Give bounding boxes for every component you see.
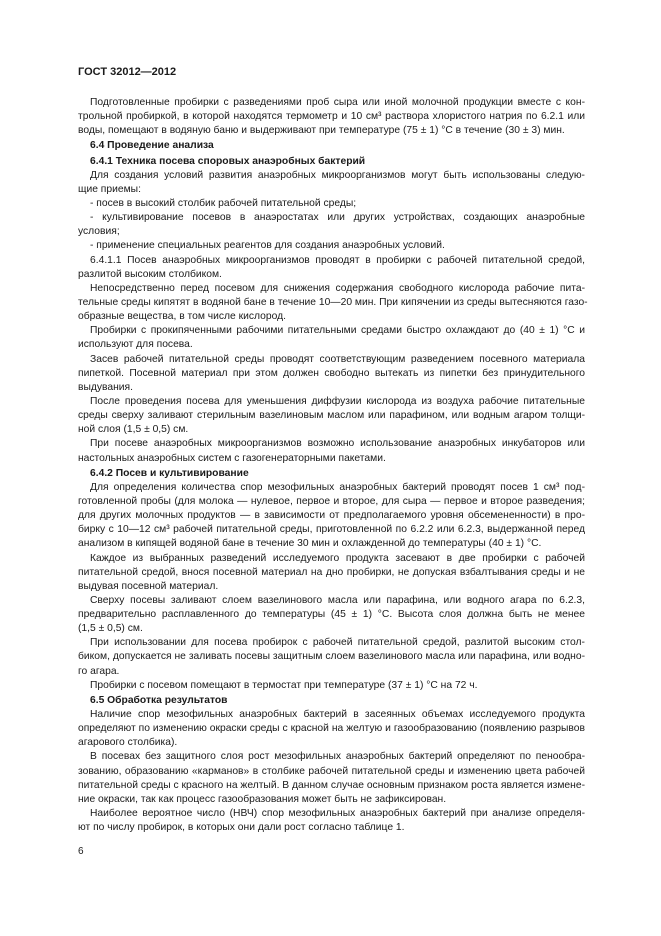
text-line: го агара. <box>78 665 120 677</box>
text-line: зованию, образованию «карманов» в столбике рабочей питательной среды и изменению цвета рабочей <box>78 765 585 777</box>
page-number: 6 <box>78 846 84 857</box>
paragraph <box>78 211 585 239</box>
paragraph <box>78 679 585 693</box>
text-line: Наиболее вероятное число (НВЧ) спор мезофильных анаэробных бактерий при анализе определя- <box>90 808 585 820</box>
text-line: Для создания условий развития анаэробных микроорганизмов могут быть использованы следую- <box>90 169 585 181</box>
text-line: предварительно расплавленного до температуры (45 ± 1) °С. Высота слоя должна быть не менее <box>78 609 585 621</box>
paragraph <box>78 395 585 437</box>
text-line: выдувая посевной материал. <box>78 580 219 592</box>
text-line: ют по числу пробирок, в которых они дали рост согласно таблице 1. <box>78 822 405 834</box>
paragraph <box>78 353 585 395</box>
text-line: биком, допускается не заливать посевы защитным слоем вазелинового масла или парафина, или водно- <box>78 651 585 663</box>
paragraph <box>78 282 588 324</box>
text-line: Для определения количества спор мезофильных анаэробных бактерий проводят посев 1 см³ под- <box>90 481 585 493</box>
text-line: воды, помещают в водяную баню и выдерживают при температуре (75 ± 1) °С в течение (30 ± 3) мин. <box>78 125 565 137</box>
text-line: Пробирки с посевом помещают в термостат при температуре (37 ± 1) °С на 72 ч. <box>90 679 478 691</box>
text-line: 6.4.1.1 Посев анаэробных микроорганизмов проводят в пробирки с рабочей питательной средой, <box>90 254 585 266</box>
text-line: (1,5 ± 0,5) см. <box>78 623 143 635</box>
text-line: среды сверху заливают стерильным вазелиновым маслом или парафином, или водным агаром толщи- <box>78 410 585 422</box>
text-line: При посеве анаэробных микроорганизмов возможно использование анаэробных инкубаторов или <box>90 438 585 450</box>
text-line: выдувания. <box>78 381 133 393</box>
paragraph <box>78 636 585 678</box>
text-line: - культивирование посевов в анаэростатах или других устройствах, создающих анаэробные <box>90 212 585 224</box>
section-heading: 6.4.1 Техника посева споровых анаэробных бактерий <box>90 155 366 167</box>
text-line: образные вещества, в том числе кислород. <box>78 311 286 323</box>
text-line: питательной средой, внося посевной материал на дно пробирки, не допуская взбалтывания среды и не <box>78 566 585 578</box>
text-line: настольных анаэробных систем с газогенераторными пакетами. <box>78 452 386 464</box>
section-heading: 6.4 Проведение анализа <box>90 140 214 152</box>
text-line: При использовании для посева пробирок с рабочей питательной средой, разлитой высоким стол- <box>90 637 585 649</box>
section-heading: 6.4.2 Посев и культивирование <box>90 467 249 479</box>
paragraph <box>78 594 585 636</box>
text-line: В посевах без защитного слоя рост мезофильных анаэробных бактерий определяют по пенообра- <box>90 751 585 763</box>
paragraph <box>78 96 585 138</box>
text-line: агарового столбика). <box>78 737 178 749</box>
text-line: - применение специальных реагентов для создания анаэробных условий. <box>90 240 445 252</box>
text-line: Сверху посевы заливают слоем вазелинового масла или парафина, или водного агара по 6.2.3, <box>90 594 585 606</box>
paragraph <box>78 750 585 807</box>
paragraph <box>78 169 585 197</box>
text-line: Непосредственно перед посевом для снижения содержания свободного кислорода рабочие пита- <box>90 282 585 294</box>
text-line: пипеткой. Посевной материал при этом должен свободно вытекать из пипетки без принудительного <box>78 367 585 379</box>
paragraph <box>78 324 585 352</box>
text-line: Каждое из выбранных разведений исследуемого продукта засевают в две пробирки с рабочей <box>90 552 585 564</box>
text-line: определяют по изменению окраски среды с красной на желтую и газообразованию (появлению разрывов <box>78 723 585 735</box>
text-line: готовленной пробы (для молока — нулевое, первое и второе, для сыра — первое и второе разведения; <box>78 495 585 507</box>
paragraph <box>78 437 585 465</box>
text-line: После проведения посева для уменьшения диффузии кислорода из воздуха рабочие питательные <box>90 395 585 407</box>
paragraph <box>78 481 585 552</box>
text-line: условия; <box>78 226 120 238</box>
text-line: бирку с 10—12 см³ рабочей питательной среды, приготовленной по 6.2.2 или 6.2.3, выдержанной перед <box>78 524 585 536</box>
text-line: ной слоя (1,5 ± 0,5) см. <box>78 424 189 436</box>
text-line: трольной пробиркой, в которой находятся термометр и 10 см³ раствора хлористого натрия по 6.2.1 или <box>78 111 585 123</box>
document-code-header: ГОСТ 32012—2012 <box>78 66 177 78</box>
text-line: разлитой высоким столбиком. <box>78 268 222 280</box>
text-line: Засев рабочей питательной среды проводят соответствующим разведением посевного материала <box>90 353 585 365</box>
text-line: ние окраски, так как процесс газообразования может быть не зафиксирован. <box>78 793 447 805</box>
text-line: Пробирки с прокипяченными рабочими питательными средами быстро охлаждают до (40 ± 1) °С и <box>90 325 585 337</box>
text-line: щие приемы: <box>78 183 141 195</box>
text-line: анализом в кипящей водяной бане в течение 30 мин и охлажденной до температуры (40 ± 1) °С. <box>78 538 542 550</box>
text-line: тельные среды кипятят в водяной бане в течение 10—20 мин. При кипячении из среды вытесняются газо- <box>78 296 588 308</box>
document-body <box>78 96 588 835</box>
text-line: для других молочных продуктов — в зависимости от предполагаемого уровня обсемененности) в про- <box>78 510 585 522</box>
text-line: Подготовленные пробирки с разведениями проб сыра или иной молочной продукции вместе с кон- <box>90 97 585 108</box>
section-heading: 6.5 Обработка результатов <box>90 694 228 706</box>
text-line: используют для посева. <box>78 339 193 351</box>
paragraph <box>78 197 585 211</box>
text-line: питательной среды с красного на желтый. В данном случае основным признаком роста является измене- <box>78 779 585 791</box>
text-line: - посев в высокий столбик рабочей питательной среды; <box>90 197 357 209</box>
paragraph <box>78 552 585 594</box>
paragraph <box>78 708 585 750</box>
paragraph <box>78 239 585 253</box>
paragraph <box>78 807 585 835</box>
paragraph <box>78 254 585 282</box>
text-line: Наличие спор мезофильных анаэробных бактерий в засеянных объемах исследуемого продукта <box>90 709 585 721</box>
